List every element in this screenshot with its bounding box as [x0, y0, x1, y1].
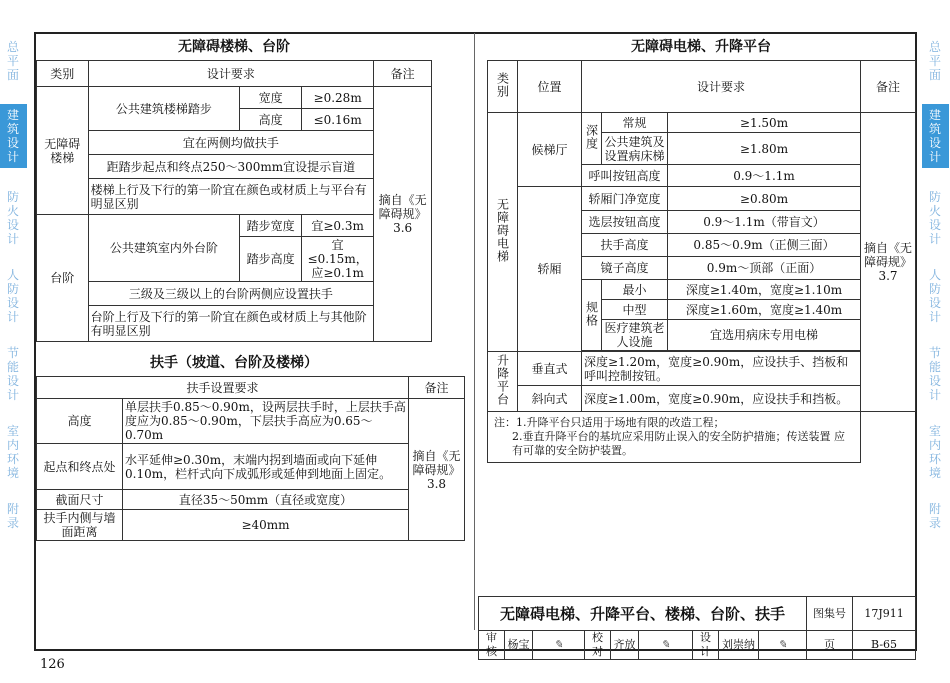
elevator-section: [487, 34, 915, 463]
value: 0.9～1.1m（带盲文）: [668, 211, 861, 234]
stairs-section: [36, 34, 432, 342]
label: 常规: [602, 113, 668, 133]
sidebar-item[interactable]: 室 内 环 境: [6, 424, 20, 480]
note-line: 2.垂直升降平台的基坑应采用防止误入的安全防护措施；传送装置 应有可靠的安全防护装置。: [512, 430, 845, 457]
elevator-notes: [488, 412, 861, 463]
sidebar-item[interactable]: 建 筑 设 计: [922, 104, 949, 168]
label: 呼叫按钮高度: [582, 165, 668, 187]
sidebar-item[interactable]: 节 能 设 计: [6, 346, 20, 402]
value: 0.9～1.1m: [668, 165, 861, 187]
designer: 刘崇纳: [719, 631, 759, 660]
requirement: 宜在两侧均做扶手: [88, 131, 374, 155]
title-block: [478, 596, 915, 660]
value: 单层扶手0.85～0.90m，设两层扶手时，上层扶手高度应为0.85～0.90m，下层扶手高应为0.65～0.70m: [123, 399, 409, 444]
note-handrail: 摘自《无障碍规》3.8: [409, 399, 465, 541]
handrail-section: [36, 350, 461, 541]
sidebar-item[interactable]: 附 录: [928, 502, 942, 530]
checker: 齐放: [611, 631, 639, 660]
label: 高度: [37, 399, 123, 444]
label: 选层按钮高度: [582, 211, 668, 234]
checker-signature: ✎: [639, 631, 693, 660]
sidebar-item[interactable]: 节 能 设 计: [928, 346, 942, 402]
sidebar-item[interactable]: 室 内 环 境: [928, 424, 942, 480]
category-elevator-text: 无障碍电梯: [495, 198, 510, 263]
sidebar-right: [922, 40, 949, 552]
check-label: 校对: [585, 631, 611, 660]
label: 斜向式: [518, 386, 582, 412]
value: ≤0.16m: [302, 109, 374, 131]
sidebar-item[interactable]: 防 火 设 计: [6, 190, 20, 246]
value: 深度≥1.20m，宽度≥0.90m，应设扶手、挡板和呼叫控制按钮。: [582, 352, 861, 386]
header-category: 类别: [37, 61, 89, 87]
value: ≥40mm: [123, 510, 409, 541]
header-note: 备注: [861, 61, 916, 113]
designer-signature: ✎: [759, 631, 807, 660]
stairs-table: [36, 60, 432, 342]
sidebar-item[interactable]: 人 防 设 计: [6, 268, 20, 324]
atlas-number: 17J911: [853, 597, 916, 631]
requirement: 台阶上行及下行的第一阶宜在颜色或材质上与其他阶有明显区别: [88, 306, 374, 342]
header-requirement: 设计要求: [582, 61, 861, 113]
requirement: 距踏步起点和终点250～300mm宜设提示盲道: [88, 155, 374, 179]
header-note: 备注: [374, 61, 432, 87]
spec-text: 规格: [584, 300, 599, 327]
requirement: 三级及三级以上的台阶两侧应设置扶手: [88, 282, 374, 306]
label: 轿厢门净宽度: [582, 187, 668, 211]
sidebar-item[interactable]: 总 平 面: [928, 40, 942, 82]
reviewer: 杨宝: [505, 631, 533, 660]
depth-text: 深度: [584, 124, 599, 150]
category-platform: [488, 352, 518, 412]
sidebar-item[interactable]: 附 录: [6, 502, 20, 530]
category-stairs: 无障碍楼梯: [37, 87, 89, 215]
label: 最小: [602, 280, 668, 300]
design-label: 设计: [693, 631, 719, 660]
atlas-label: 图集号: [807, 597, 853, 631]
label: 公共建筑及设置病床梯: [602, 133, 668, 165]
review-label: 审核: [479, 631, 505, 660]
category-steps: 台阶: [37, 215, 89, 342]
label: 截面尺寸: [37, 490, 123, 510]
value: ≥0.80m: [668, 187, 861, 211]
depth: [582, 113, 602, 165]
value: 0.9m～顶部（正面）: [668, 257, 861, 280]
value: ≥1.50m: [668, 113, 861, 133]
handrail-title: 扶手（坡道、台阶及楼梯）: [150, 355, 318, 371]
label: 镜子高度: [582, 257, 668, 280]
item-step: 公共建筑室内外台阶: [88, 215, 240, 282]
header-note: 备注: [409, 377, 465, 399]
sidebar-left: [0, 40, 27, 552]
label: 踏步高度: [240, 237, 302, 282]
sidebar-item[interactable]: 人 防 设 计: [928, 268, 942, 324]
label: 扶手内侧与墙面距离: [37, 510, 123, 541]
hall: 候梯厅: [518, 113, 582, 187]
handrail-table: [36, 376, 465, 541]
value: 直径35～50mm（直径或宽度）: [123, 490, 409, 510]
car: 轿厢: [518, 187, 582, 352]
label: 中型: [602, 300, 668, 320]
value: ≥1.80m: [668, 133, 861, 165]
value: 深度≥1.00m，宽度≥0.90m，应设扶手和挡板。: [582, 386, 861, 412]
value: 宜≤0.15m，应≥0.1m: [302, 237, 374, 282]
value: 宜选用病床专用电梯: [668, 320, 861, 351]
requirement: 楼梯上行及下行的第一阶宜在颜色或材质上与平台有明显区别: [88, 179, 374, 215]
value: 深度≥1.40m，宽度≥1.10m: [668, 280, 861, 300]
page-code: B-65: [853, 631, 916, 660]
label: 踏步宽度: [240, 215, 302, 237]
header-requirement: 设计要求: [88, 61, 374, 87]
value: 水平延伸≥0.30m，末端内拐到墙面或向下延伸0.10m，栏杆式向下成弧形或延伸到地面上固定。: [123, 444, 409, 490]
category-elevator: [488, 113, 518, 352]
label: 宽度: [240, 87, 302, 109]
header-requirement: 扶手设置要求: [37, 377, 409, 399]
note-line: 注：1.升降平台只适用于场地有限的改造工程；: [494, 416, 725, 429]
label: 垂直式: [518, 352, 582, 386]
label: 扶手高度: [582, 234, 668, 257]
header-category: [488, 61, 518, 113]
drawing-title: 无障碍电梯、升降平台、楼梯、台阶、扶手: [479, 597, 807, 631]
reviewer-signature: ✎: [533, 631, 585, 660]
title-block-table: [478, 596, 916, 660]
value: 宜≥0.3m: [302, 215, 374, 237]
stairs-title: 无障碍楼梯、台阶: [178, 39, 290, 55]
elevator-title: 无障碍电梯、升降平台: [631, 39, 771, 55]
sidebar-item[interactable]: 总 平 面: [6, 40, 20, 82]
page-number: 126: [40, 657, 65, 672]
spec: [582, 280, 602, 351]
sidebar-item[interactable]: 防 火 设 计: [928, 190, 942, 246]
value: 0.85～0.9m（正侧三面）: [668, 234, 861, 257]
sidebar-item[interactable]: 建 筑 设 计: [0, 104, 27, 168]
header-category-text: 类别: [495, 72, 510, 98]
elevator-table: [487, 60, 916, 463]
page-label: 页: [807, 631, 853, 660]
value: ≥0.28m: [302, 87, 374, 109]
label: 起点和终点处: [37, 444, 123, 490]
note-stairs: 摘自《无障碍规》3.6: [374, 87, 432, 342]
label: 高度: [240, 109, 302, 131]
category-platform-text: 升降平台: [495, 354, 510, 406]
label: 医疗建筑老人设施: [602, 320, 668, 351]
header-position: 位置: [518, 61, 582, 113]
value: 深度≥1.60m，宽度≥1.40m: [668, 300, 861, 320]
note-elevator: 摘自《无障碍规》3.7: [861, 113, 916, 412]
item-stair-tread: 公共建筑楼梯踏步: [88, 87, 240, 131]
divider: [474, 33, 475, 630]
